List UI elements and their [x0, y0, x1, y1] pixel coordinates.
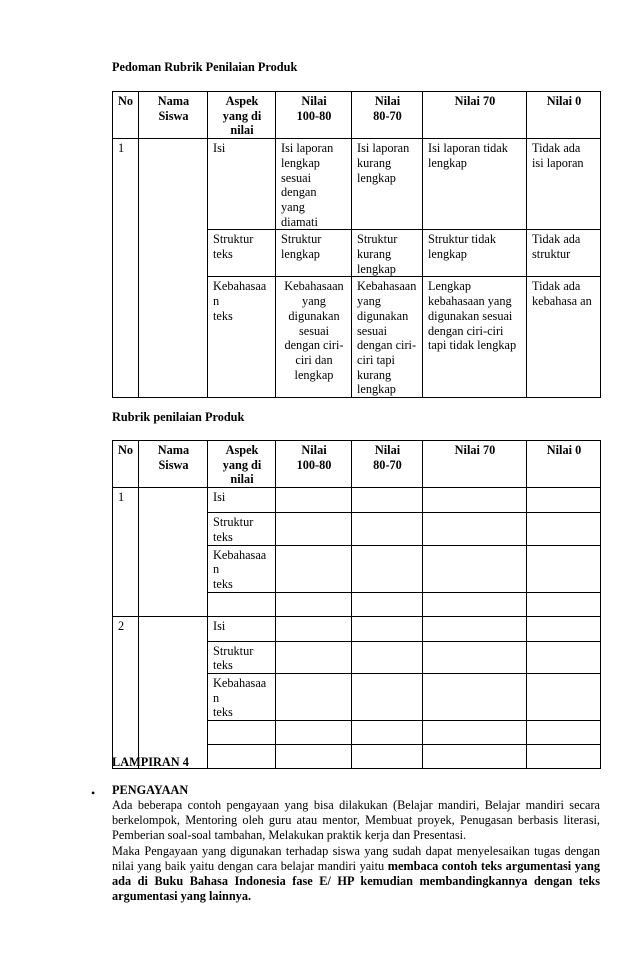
header-nilai-80-70	[352, 92, 423, 139]
cell-empty	[352, 592, 423, 616]
cell-empty	[527, 592, 601, 616]
cell-empty	[423, 721, 527, 745]
cell-empty	[423, 745, 527, 769]
cell-empty	[423, 592, 527, 616]
cell-nama-siswa	[139, 488, 208, 617]
cell-line: Isi	[213, 490, 226, 505]
cell-aspek	[208, 488, 276, 513]
cell-aspek	[208, 616, 276, 641]
cell-line: Kebahasaan	[213, 676, 267, 705]
cell-nama-siswa	[139, 616, 208, 769]
pengayaan-title: PENGAYAAN	[112, 783, 189, 797]
cell-empty	[276, 513, 352, 545]
pengayaan-paragraph-1: Ada beberapa contoh pengayaan yang bisa dilakukan (Belajar mandiri, Belajar mandiri secara berkelompok, Mentoring oleh guru atau mentor, Membuat proyek, Penugasan berbasis literasi, Pemberian soal-soal tambahan, Melakukan praktik kerja dan Presentasi.	[112, 798, 600, 843]
cell-empty	[527, 641, 601, 673]
header-nama-line: Nama	[157, 94, 190, 108]
cell-no: 1	[113, 139, 139, 398]
cell-empty	[208, 721, 276, 745]
cell-nilai-0	[527, 139, 601, 230]
cell-line: yang	[302, 294, 326, 309]
cell-line: kurang	[357, 367, 392, 382]
cell-empty	[352, 721, 423, 745]
header-no: No	[113, 92, 139, 139]
cell-line: sesuai	[298, 323, 330, 338]
cell-line: digunakan sesuai	[428, 308, 513, 323]
cell-nilai-70	[423, 139, 527, 230]
cell-nama-siswa	[139, 139, 208, 398]
cell-line: teks	[213, 576, 233, 591]
cell-line: Struktur	[357, 232, 398, 247]
cell-line: lengkap	[357, 382, 396, 397]
header-nilai-70: Nilai 70	[423, 441, 527, 488]
cell-aspek	[208, 230, 276, 277]
cell-empty	[276, 488, 352, 513]
cell-line: Tidak ada	[532, 141, 581, 156]
cell-nilai-100-80	[276, 277, 352, 398]
cell-aspek	[208, 513, 276, 545]
rubric2-header-row	[113, 441, 601, 488]
cell-line: teks	[213, 308, 233, 323]
cell-line: ciri dan	[295, 352, 333, 367]
header-nilai-line: Nilai	[374, 443, 401, 457]
cell-line: Tidak ada	[532, 232, 581, 247]
header-nilai-line: 80-70	[373, 108, 402, 123]
cell-aspek	[208, 641, 276, 673]
header-nama-line: Siswa	[158, 108, 189, 123]
cell-line: Struktur tidak	[428, 232, 496, 247]
header-aspek	[208, 92, 276, 139]
cell-line: tapi tidak lengkap	[428, 338, 517, 353]
header-nama-siswa	[139, 92, 208, 139]
header-nilai-line: 80-70	[373, 457, 402, 472]
cell-line: yang	[281, 199, 305, 214]
cell-empty	[423, 513, 527, 545]
cell-line: digunakan	[288, 308, 340, 323]
cell-line: Kebahasaan	[213, 279, 267, 309]
cell-line: Struktur	[213, 515, 254, 530]
cell-line: lengkap	[357, 170, 396, 185]
bullet-icon: •	[91, 786, 96, 800]
cell-line: dengan ciri-	[284, 338, 344, 353]
rubric1-table	[112, 91, 601, 398]
cell-empty	[423, 674, 527, 721]
cell-empty	[352, 616, 423, 641]
cell-line: diamati	[281, 214, 318, 229]
cell-no: 1	[113, 488, 139, 617]
cell-line: kebahasa an	[532, 294, 592, 309]
cell-line: Isi laporan	[357, 141, 410, 156]
cell-nilai-0	[527, 277, 601, 398]
cell-line: struktur	[532, 247, 571, 262]
header-no: No	[113, 441, 139, 488]
header-nilai-70: Nilai 70	[423, 92, 527, 139]
header-nilai-line: 100-80	[296, 108, 332, 123]
cell-line: isi laporan	[532, 155, 584, 170]
cell-line: Kebahasaan	[213, 547, 267, 577]
header-nama-line: Nama	[157, 443, 190, 457]
paragraph-2-bold-text: membaca contoh teks argumentasi yang ada di Buku Bahasa Indonesia fase E/ HP kemudian membandingkannya dengan teks argumentasi yang lainnya.	[112, 859, 600, 904]
header-nilai-line: Nilai	[301, 94, 327, 108]
header-aspek-line: nilai	[230, 472, 254, 487]
rubric2-title: Rubrik penilaian Produk	[112, 410, 245, 424]
header-nilai-0: Nilai 0	[527, 441, 601, 488]
header-aspek	[208, 441, 276, 488]
header-aspek-line: Aspek	[225, 94, 259, 108]
cell-nilai-80-70	[352, 277, 423, 398]
header-aspek-line: yang di	[222, 108, 262, 123]
rubric2-row	[113, 616, 601, 641]
lampiran-title: LAMPIRAN 4	[112, 755, 189, 769]
cell-line: Isi laporan	[281, 141, 334, 156]
cell-empty	[527, 488, 601, 513]
cell-line: lengkap	[428, 247, 467, 262]
cell-line: Struktur	[213, 643, 254, 658]
cell-nilai-0	[527, 230, 601, 277]
cell-empty	[352, 641, 423, 673]
header-nilai-80-70	[352, 441, 423, 488]
cell-empty	[276, 641, 352, 673]
cell-line: lengkap	[281, 247, 320, 262]
cell-empty	[423, 616, 527, 641]
header-nilai-line: 100-80	[296, 457, 332, 472]
cell-empty	[423, 488, 527, 513]
header-aspek-line: yang di	[222, 457, 262, 472]
cell-line: Struktur	[281, 232, 322, 247]
cell-line: Lengkap	[428, 279, 472, 294]
cell-line: sesuai	[357, 323, 388, 338]
cell-empty	[276, 616, 352, 641]
cell-line: dengan	[281, 185, 317, 200]
cell-line: teks	[213, 247, 233, 262]
cell-no: 2	[113, 616, 139, 769]
cell-empty	[423, 545, 527, 592]
cell-empty	[208, 592, 276, 616]
cell-aspek	[208, 277, 276, 398]
cell-line: dengan ciri-ciri	[428, 323, 504, 338]
header-nama-siswa	[139, 441, 208, 488]
header-aspek-line: Aspek	[225, 443, 259, 457]
pengayaan-paragraph-2	[112, 844, 600, 904]
cell-line: teks	[213, 705, 233, 720]
cell-line: Kebahasaan	[284, 279, 344, 294]
cell-line: kurang	[357, 247, 392, 262]
cell-line: lengkap	[357, 261, 396, 276]
header-aspek-line: nilai	[230, 123, 254, 138]
header-nilai-line: Nilai	[374, 94, 401, 108]
rubric1-header-row	[113, 92, 601, 139]
cell-line: teks	[213, 658, 233, 673]
cell-nilai-80-70	[352, 139, 423, 230]
cell-empty	[352, 513, 423, 545]
cell-line: Struktur	[213, 232, 254, 247]
header-nilai-0: Nilai 0	[527, 92, 601, 139]
cell-line: dengan ciri-	[357, 338, 417, 353]
cell-nilai-80-70	[352, 230, 423, 277]
cell-empty	[527, 721, 601, 745]
cell-line: kurang	[357, 155, 392, 170]
rubric2-row	[113, 488, 601, 513]
cell-aspek	[208, 674, 276, 721]
header-nilai-100-80	[276, 92, 352, 139]
cell-line: yang	[357, 294, 381, 309]
cell-empty	[352, 488, 423, 513]
cell-nilai-100-80	[276, 139, 352, 230]
cell-empty	[527, 674, 601, 721]
cell-line: sesuai	[281, 170, 312, 185]
rubric1-row	[113, 139, 601, 230]
rubric2-table	[112, 440, 601, 769]
cell-empty	[423, 641, 527, 673]
cell-empty	[352, 545, 423, 592]
cell-empty	[352, 674, 423, 721]
cell-line: digunakan	[357, 308, 409, 323]
cell-aspek	[208, 139, 276, 230]
header-nilai-line: Nilai	[301, 443, 327, 457]
cell-line: Isi laporan tidak	[428, 141, 508, 156]
cell-empty	[276, 721, 352, 745]
cell-empty	[527, 513, 601, 545]
cell-line: Isi	[213, 141, 226, 156]
rubric1-title: Pedoman Rubrik Penilaian Produk	[112, 60, 298, 74]
cell-line: Tidak ada	[532, 279, 581, 294]
cell-aspek	[208, 545, 276, 592]
cell-empty	[276, 745, 352, 769]
cell-line: lengkap	[294, 367, 334, 382]
cell-empty	[276, 592, 352, 616]
header-nama-line: Siswa	[158, 457, 189, 472]
cell-nilai-100-80	[276, 230, 352, 277]
cell-line: Kebahasaan	[357, 279, 417, 294]
cell-line: lengkap	[281, 155, 320, 170]
cell-empty	[527, 745, 601, 769]
cell-empty	[527, 545, 601, 592]
cell-line: teks	[213, 529, 233, 544]
cell-nilai-70	[423, 277, 527, 398]
cell-nilai-70	[423, 230, 527, 277]
cell-empty	[527, 616, 601, 641]
cell-line: lengkap	[428, 155, 467, 170]
cell-line: kebahasaan yang	[428, 294, 512, 309]
cell-line: ciri tapi	[357, 352, 395, 367]
cell-empty	[208, 745, 276, 769]
cell-empty	[352, 745, 423, 769]
header-nilai-100-80	[276, 441, 352, 488]
paragraph-2-text: Maka Pengayaan yang digunakan terhadap siswa yang sudah dapat menyelesaikan tugas dengan nilai yang baik yaitu dengan cara belajar mandiri yaitu	[112, 844, 600, 874]
cell-line: Isi	[213, 618, 226, 633]
cell-empty	[276, 545, 352, 592]
cell-empty	[276, 674, 352, 721]
